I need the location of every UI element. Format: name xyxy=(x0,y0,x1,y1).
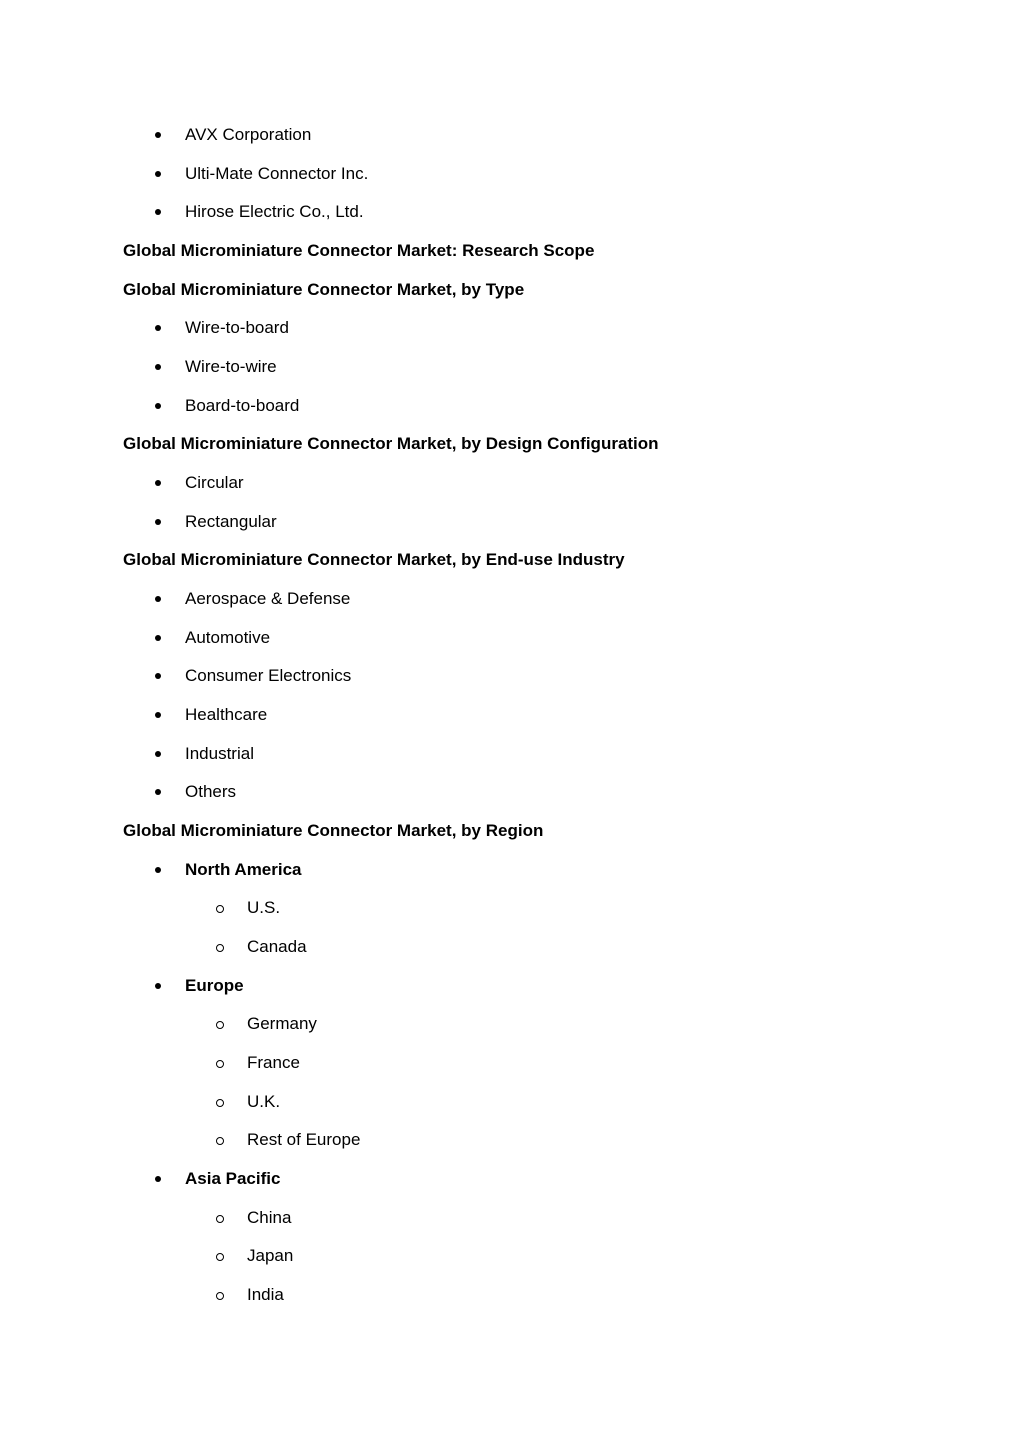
region-item-north-america: North America xyxy=(155,858,302,882)
country-item: U.S. xyxy=(216,896,280,920)
section-heading-type: Global Microminiature Connector Market, by Type xyxy=(123,280,525,299)
bullet-icon xyxy=(155,751,161,757)
list-item: Rectangular xyxy=(155,510,277,534)
list-item: Wire-to-board xyxy=(155,316,289,340)
circle-bullet-icon xyxy=(216,1021,224,1029)
bullet-icon xyxy=(155,673,161,679)
region-item-europe: Europe xyxy=(155,974,244,998)
circle-bullet-icon xyxy=(216,944,224,952)
circle-bullet-icon xyxy=(216,1215,224,1223)
circle-bullet-icon xyxy=(216,1292,224,1300)
country-item: Canada xyxy=(216,935,307,959)
bullet-icon xyxy=(155,325,161,331)
bullet-icon xyxy=(155,596,161,602)
region-item-asia-pacific: Asia Pacific xyxy=(155,1167,280,1191)
country-item: China xyxy=(216,1206,291,1230)
bullet-icon xyxy=(155,789,161,795)
bullet-icon xyxy=(155,1176,161,1182)
section-heading-scope: Global Microminiature Connector Market: Research Scope xyxy=(123,241,595,260)
bullet-icon xyxy=(155,712,161,718)
list-item: Industrial xyxy=(155,742,254,766)
list-item: Others xyxy=(155,780,236,804)
bullet-icon xyxy=(155,209,161,215)
bullet-icon xyxy=(155,983,161,989)
list-item: Ulti-Mate Connector Inc. xyxy=(155,162,368,186)
country-item: Germany xyxy=(216,1012,317,1036)
country-item: India xyxy=(216,1283,284,1307)
list-item: Aerospace & Defense xyxy=(155,587,350,611)
country-item: U.K. xyxy=(216,1090,280,1114)
bullet-icon xyxy=(155,480,161,486)
bullet-icon xyxy=(155,867,161,873)
circle-bullet-icon xyxy=(216,1060,224,1068)
country-item: Japan xyxy=(216,1244,293,1268)
list-item: Consumer Electronics xyxy=(155,664,351,688)
bullet-icon xyxy=(155,519,161,525)
list-item: Hirose Electric Co., Ltd. xyxy=(155,200,364,224)
list-item: Board-to-board xyxy=(155,394,299,418)
bullet-icon xyxy=(155,364,161,370)
section-heading-enduse: Global Microminiature Connector Market, by End-use Industry xyxy=(123,550,625,569)
bullet-icon xyxy=(155,171,161,177)
list-item: Healthcare xyxy=(155,703,267,727)
list-item: AVX Corporation xyxy=(155,123,311,147)
country-item: France xyxy=(216,1051,300,1075)
bullet-icon xyxy=(155,403,161,409)
bullet-icon xyxy=(155,132,161,138)
circle-bullet-icon xyxy=(216,1253,224,1261)
section-heading-design: Global Microminiature Connector Market, by Design Configuration xyxy=(123,434,659,453)
country-item: Rest of Europe xyxy=(216,1128,360,1152)
circle-bullet-icon xyxy=(216,905,224,913)
section-heading-region: Global Microminiature Connector Market, by Region xyxy=(123,821,544,840)
circle-bullet-icon xyxy=(216,1137,224,1145)
bullet-icon xyxy=(155,635,161,641)
circle-bullet-icon xyxy=(216,1099,224,1107)
list-item: Automotive xyxy=(155,626,270,650)
list-item: Circular xyxy=(155,471,244,495)
list-item: Wire-to-wire xyxy=(155,355,277,379)
